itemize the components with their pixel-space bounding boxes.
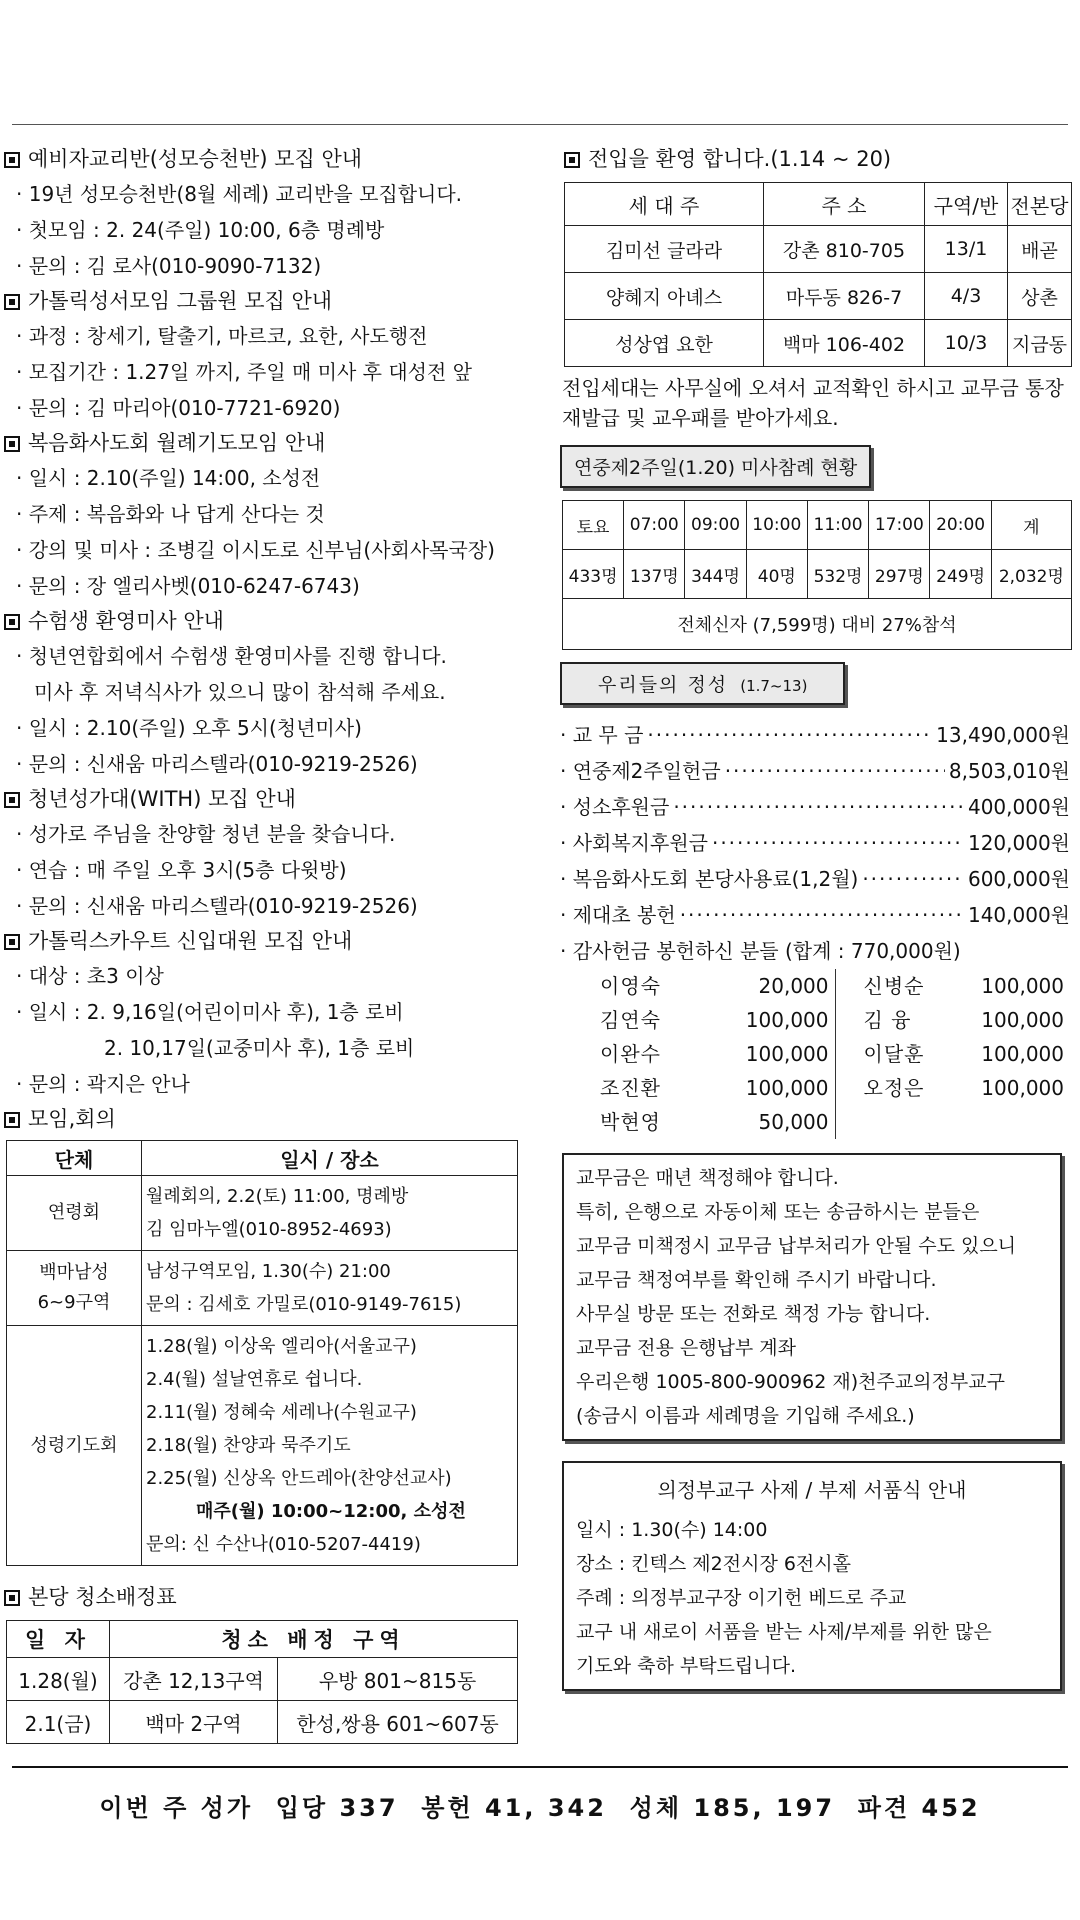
table-row bbox=[565, 226, 1072, 273]
table-row bbox=[7, 1658, 518, 1701]
offering-title-text: 우리들의 정성 bbox=[598, 674, 729, 696]
column-header: 10:00 bbox=[746, 501, 807, 550]
list-item: 이완수 100,000 bbox=[600, 1042, 829, 1066]
top-divider bbox=[12, 124, 1068, 125]
cleaning-table bbox=[6, 1620, 518, 1744]
dot-leader bbox=[725, 753, 945, 789]
section-title: 본당 청소배정표 bbox=[28, 1585, 177, 1609]
group-name bbox=[7, 1251, 142, 1326]
square-bullet-icon bbox=[564, 152, 580, 168]
offering-period: (1.7~13) bbox=[740, 677, 808, 695]
list-item bbox=[560, 789, 1070, 825]
list-item: · 일시 : 2.10(주일) 오후 5시(청년미사) bbox=[16, 716, 362, 740]
list-item bbox=[560, 753, 1070, 789]
schedule-line: 문의 : 김세호 가밀로(010-9149-7615) bbox=[146, 1294, 462, 1315]
table-cell: 1.28(월) bbox=[7, 1658, 110, 1701]
section-offering bbox=[560, 662, 1070, 1139]
table-cell: 4/3 bbox=[925, 273, 1008, 320]
table-cell: 137명 bbox=[624, 550, 685, 599]
schedule-line: 매주(월) 10:00~12:00, 소성전 bbox=[196, 1501, 466, 1522]
list-item: · 일시 : 2.10(주일) 14:00, 소성전 bbox=[16, 466, 321, 490]
offering-label: · 교 무 금 bbox=[560, 723, 644, 747]
dues-notice-box bbox=[562, 1153, 1062, 1441]
section-title: 수험생 환영미사 안내 bbox=[28, 609, 224, 633]
table-cell: 배곧 bbox=[1008, 226, 1072, 273]
left-column bbox=[0, 142, 530, 1744]
schedule-line: 2.25(월) 신상옥 안드레아(찬양선교사) bbox=[146, 1468, 452, 1489]
section-title: 가톨릭성서모임 그룹원 모집 안내 bbox=[28, 289, 333, 313]
table-cell: 2.1(금) bbox=[7, 1701, 110, 1744]
notice-line: 장소 : 킨텍스 제2전시장 6전시홀 bbox=[576, 1553, 851, 1575]
list-item bbox=[560, 861, 1070, 897]
table-cell: 297명 bbox=[869, 550, 930, 599]
list-item: · 문의 : 김 마리아(010-7721-6920) bbox=[16, 396, 341, 420]
list-item: · 모집기간 : 1.27일 까지, 주일 매 미사 후 대성전 앞 bbox=[16, 360, 472, 384]
attendance-total: 전체신자 (7,599명) 대비 27%참석 bbox=[563, 599, 1072, 650]
offering-amount: 400,000원 bbox=[967, 795, 1070, 819]
table-cell: 10/3 bbox=[925, 320, 1008, 367]
table-cell: 532명 bbox=[807, 550, 868, 599]
transfer-note bbox=[560, 373, 1070, 433]
table-cell: 김미선 글라라 bbox=[565, 226, 764, 273]
table-cell: 강촌 810-705 bbox=[764, 226, 925, 273]
table-cell: 249명 bbox=[930, 550, 991, 599]
notice-line: (송금시 이름과 세례명을 기입해 주세요.) bbox=[576, 1405, 915, 1427]
column-header: 일 자 bbox=[7, 1621, 110, 1658]
square-bullet-icon bbox=[4, 1590, 20, 1606]
notice-line: 교무금은 매년 책정해야 합니다. bbox=[576, 1167, 839, 1189]
list-item: · 첫모임 : 2. 24(주일) 10:00, 6층 명례방 bbox=[16, 218, 385, 242]
group-name-text: 백마남성 6~9구역 bbox=[37, 1262, 111, 1313]
mass-attendance-title: 연중제2주일(1.20) 미사참례 현황 bbox=[560, 445, 871, 488]
mass-attendance-table bbox=[562, 500, 1072, 650]
list-item: · 문의 : 신새움 마리스텔라(010-9219-2526) bbox=[16, 752, 418, 776]
offering-amount: 13,490,000원 bbox=[936, 723, 1070, 747]
dot-leader bbox=[862, 861, 964, 897]
section-title: 전입을 환영 합니다.(1.14 ~ 20) bbox=[588, 147, 892, 171]
square-bullet-icon bbox=[4, 152, 20, 168]
column-header: 17:00 bbox=[869, 501, 930, 550]
list-item: · 강의 및 미사 : 조병길 이시도로 신부님(사회사목국장) bbox=[16, 538, 495, 562]
table-row bbox=[7, 1176, 518, 1251]
offering-label: · 연중제2주일헌금 bbox=[560, 759, 721, 783]
schedule-line: 김 임마누엘(010-8952-4693) bbox=[146, 1219, 392, 1240]
table-cell: 강촌 12,13구역 bbox=[110, 1658, 278, 1701]
section-scout bbox=[0, 924, 530, 1102]
list-item: · 일시 : 2. 9,16일(어린이미사 후), 1층 로비 bbox=[16, 1000, 404, 1024]
column-header: 청소 배정 구역 bbox=[110, 1621, 518, 1658]
schedule-line: 2.11(월) 정혜숙 세레나(수원교구) bbox=[146, 1402, 417, 1423]
section-student-mass bbox=[0, 604, 530, 782]
offering-label: · 제대초 봉헌 bbox=[560, 903, 676, 927]
table-cell: 344명 bbox=[685, 550, 746, 599]
list-item: · 대상 : 초3 이상 bbox=[16, 964, 164, 988]
list-item: 박현영 50,000 bbox=[600, 1110, 829, 1134]
table-cell: 우방 801~815동 bbox=[278, 1658, 518, 1701]
list-item: 미사 후 저녁식사가 있으니 많이 참석해 주세요. bbox=[34, 680, 446, 704]
note-line: 전입세대는 사무실에 오셔서 교적확인 하시고 교무금 통장 bbox=[562, 376, 1064, 400]
square-bullet-icon bbox=[4, 792, 20, 808]
schedule-line: 1.28(월) 이상욱 엘리아(서울교구) bbox=[146, 1336, 417, 1357]
square-bullet-icon bbox=[4, 294, 20, 310]
notice-line: 교무금 전용 은행납부 계좌 bbox=[576, 1337, 797, 1359]
list-item: · 과정 : 창세기, 탈출기, 마르코, 요한, 사도행전 bbox=[16, 324, 428, 348]
table-row bbox=[7, 1326, 518, 1566]
list-item bbox=[560, 717, 1070, 753]
section-catechumen bbox=[0, 142, 530, 284]
list-item: · 연습 : 매 주일 오후 3시(5층 다윗방) bbox=[16, 858, 347, 882]
offering-label: · 사회복지후원금 bbox=[560, 831, 708, 855]
column-header: 일시 / 장소 bbox=[142, 1141, 518, 1176]
section-title: 복음화사도회 월례기도모임 안내 bbox=[28, 431, 326, 455]
schedule-line: 남성구역모임, 1.30(수) 21:00 bbox=[146, 1261, 391, 1282]
bottom-divider bbox=[12, 1766, 1068, 1768]
table-cell: 백마 2구역 bbox=[110, 1701, 278, 1744]
list-item: · 문의 : 장 엘리사벳(010-6247-6743) bbox=[16, 574, 360, 598]
note-line: 재발급 및 교우패를 받아가세요. bbox=[562, 406, 839, 430]
section-transfer bbox=[560, 142, 1070, 433]
offering-amount: 120,000원 bbox=[967, 831, 1070, 855]
list-item: 조진환 100,000 bbox=[600, 1076, 829, 1100]
square-bullet-icon bbox=[4, 436, 20, 452]
offering-title bbox=[560, 662, 845, 705]
right-column bbox=[560, 142, 1070, 1691]
offering-amount: 600,000원 bbox=[967, 867, 1070, 891]
table-cell: 상촌 bbox=[1008, 273, 1072, 320]
ordination-notice-box bbox=[562, 1461, 1062, 1691]
column-header: 20:00 bbox=[930, 501, 991, 550]
group-name: 연령회 bbox=[7, 1176, 142, 1251]
schedule-line: 문의: 신 수산나(010-5207-4419) bbox=[146, 1534, 421, 1555]
notice-line: 교구 내 새로이 서품을 받는 사제/부제를 위한 많은 bbox=[576, 1621, 992, 1643]
section-bible-group bbox=[0, 284, 530, 426]
column-header: 07:00 bbox=[624, 501, 685, 550]
notice-line: 기도와 축하 부탁드립니다. bbox=[576, 1655, 797, 1677]
column-header: 주 소 bbox=[764, 183, 925, 226]
dot-leader bbox=[673, 789, 964, 825]
dot-leader bbox=[712, 825, 964, 861]
donor-list bbox=[600, 969, 1070, 1139]
table-cell: 양혜지 아녜스 bbox=[565, 273, 764, 320]
square-bullet-icon bbox=[4, 1112, 20, 1128]
list-item: · 문의 : 김 로사(010-9090-7132) bbox=[16, 254, 322, 278]
table-cell: 한성,쌍용 601~607동 bbox=[278, 1701, 518, 1744]
section-evangelization-prayer bbox=[0, 426, 530, 604]
square-bullet-icon bbox=[4, 614, 20, 630]
table-row bbox=[7, 1251, 518, 1326]
section-meetings bbox=[0, 1102, 530, 1566]
section-mass-attendance bbox=[560, 445, 1070, 650]
table-row bbox=[563, 599, 1072, 650]
table-row bbox=[563, 501, 1072, 550]
list-item: · 주제 : 복음화와 나 답게 산다는 것 bbox=[16, 502, 325, 526]
list-item: 김 융 100,000 bbox=[863, 1008, 1064, 1032]
notice-line: 일시 : 1.30(수) 14:00 bbox=[576, 1519, 768, 1541]
section-title: 모임,회의 bbox=[28, 1107, 116, 1131]
dot-leader bbox=[680, 897, 964, 933]
square-bullet-icon bbox=[4, 934, 20, 950]
table-cell: 성상엽 요한 bbox=[565, 320, 764, 367]
notice-line: 우리은행 1005-800-900962 재)천주교의정부교구 bbox=[576, 1371, 1005, 1393]
table-cell: 백마 106-402 bbox=[764, 320, 925, 367]
list-item: · 성가로 주님을 찬양할 청년 분을 찾습니다. bbox=[16, 822, 396, 846]
column-header: 토요 bbox=[563, 501, 624, 550]
column-header: 단체 bbox=[7, 1141, 142, 1176]
table-row bbox=[563, 550, 1072, 599]
list-item: · 청년연합회에서 수험생 환영미사를 진행 합니다. bbox=[16, 644, 447, 668]
list-item: 김연숙 100,000 bbox=[600, 1008, 829, 1032]
list-item: · 19년 성모승천반(8월 세례) 교리반을 모집합니다. bbox=[16, 182, 463, 206]
section-title: 예비자교리반(성모승천반) 모집 안내 bbox=[28, 147, 363, 171]
column-header: 09:00 bbox=[685, 501, 746, 550]
transfer-table bbox=[564, 182, 1072, 367]
list-item: 오정은 100,000 bbox=[863, 1076, 1064, 1100]
table-cell: 40명 bbox=[746, 550, 807, 599]
meetings-table bbox=[6, 1140, 518, 1566]
notice-line: 주례 : 의정부교구장 이기헌 베드로 주교 bbox=[576, 1587, 907, 1609]
table-cell: 433명 bbox=[563, 550, 624, 599]
offering-list bbox=[560, 717, 1070, 969]
list-item: · 문의 : 곽지은 안나 bbox=[16, 1072, 190, 1096]
schedule-line: 2.4(월) 설날연휴로 쉽니다. bbox=[146, 1369, 363, 1390]
notice-line: 사무실 방문 또는 전화로 책정 가능 합니다. bbox=[576, 1303, 931, 1325]
section-cleaning bbox=[0, 1580, 530, 1744]
column-header: 11:00 bbox=[807, 501, 868, 550]
table-cell: 2,032명 bbox=[991, 550, 1071, 599]
notice-title: 의정부교구 사제 / 부제 서품식 안내 bbox=[657, 1478, 967, 1502]
offering-amount: 8,503,010원 bbox=[948, 759, 1070, 783]
notice-line: 특히, 은행으로 자동이체 또는 송금하시는 분들은 bbox=[576, 1201, 980, 1223]
list-item: · 문의 : 신새움 마리스텔라(010-9219-2526) bbox=[16, 894, 418, 918]
thanks-offering-line: · 감사헌금 봉헌하신 분들 (합계 : 770,000원) bbox=[560, 939, 961, 963]
column-header: 전본당 bbox=[1008, 183, 1072, 226]
table-row bbox=[7, 1701, 518, 1744]
list-item: 이영숙 20,000 bbox=[600, 974, 829, 998]
table-cell: 13/1 bbox=[925, 226, 1008, 273]
list-item: 2. 10,17일(교중미사 후), 1층 로비 bbox=[104, 1036, 415, 1060]
list-item: 신병순 100,000 bbox=[863, 974, 1064, 998]
notice-line: 교무금 책정여부를 확인해 주시기 바랍니다. bbox=[576, 1269, 937, 1291]
offering-label: · 복음화사도회 본당사용료(1,2월) bbox=[560, 867, 859, 891]
section-title: 가톨릭스카우트 신입대원 모집 안내 bbox=[28, 929, 353, 953]
hymn-footer: 이번 주 성가 입당 337 봉헌 41, 342 성체 185, 197 파견 452 bbox=[99, 1794, 981, 1822]
list-item bbox=[560, 825, 1070, 861]
notice-line: 교무금 미책정시 교무금 납부처리가 안될 수도 있으니 bbox=[576, 1235, 1017, 1257]
section-title: 청년성가대(WITH) 모집 안내 bbox=[28, 787, 296, 811]
column-header: 계 bbox=[991, 501, 1071, 550]
dot-leader bbox=[647, 717, 932, 753]
list-item bbox=[560, 897, 1070, 933]
column-header: 구역/반 bbox=[925, 183, 1008, 226]
group-name: 성령기도회 bbox=[7, 1326, 142, 1566]
table-row bbox=[565, 320, 1072, 367]
offering-amount: 140,000원 bbox=[967, 903, 1070, 927]
offering-label: · 성소후원금 bbox=[560, 795, 670, 819]
schedule-line: 2.18(월) 찬양과 묵주기도 bbox=[146, 1435, 351, 1456]
table-cell: 마두동 826-7 bbox=[764, 273, 925, 320]
table-row bbox=[565, 273, 1072, 320]
table-cell: 지금동 bbox=[1008, 320, 1072, 367]
schedule-line: 월례회의, 2.2(토) 11:00, 명례방 bbox=[146, 1186, 409, 1207]
column-header: 세 대 주 bbox=[565, 183, 764, 226]
list-item: 이달훈 100,000 bbox=[863, 1042, 1064, 1066]
section-youth-choir bbox=[0, 782, 530, 924]
